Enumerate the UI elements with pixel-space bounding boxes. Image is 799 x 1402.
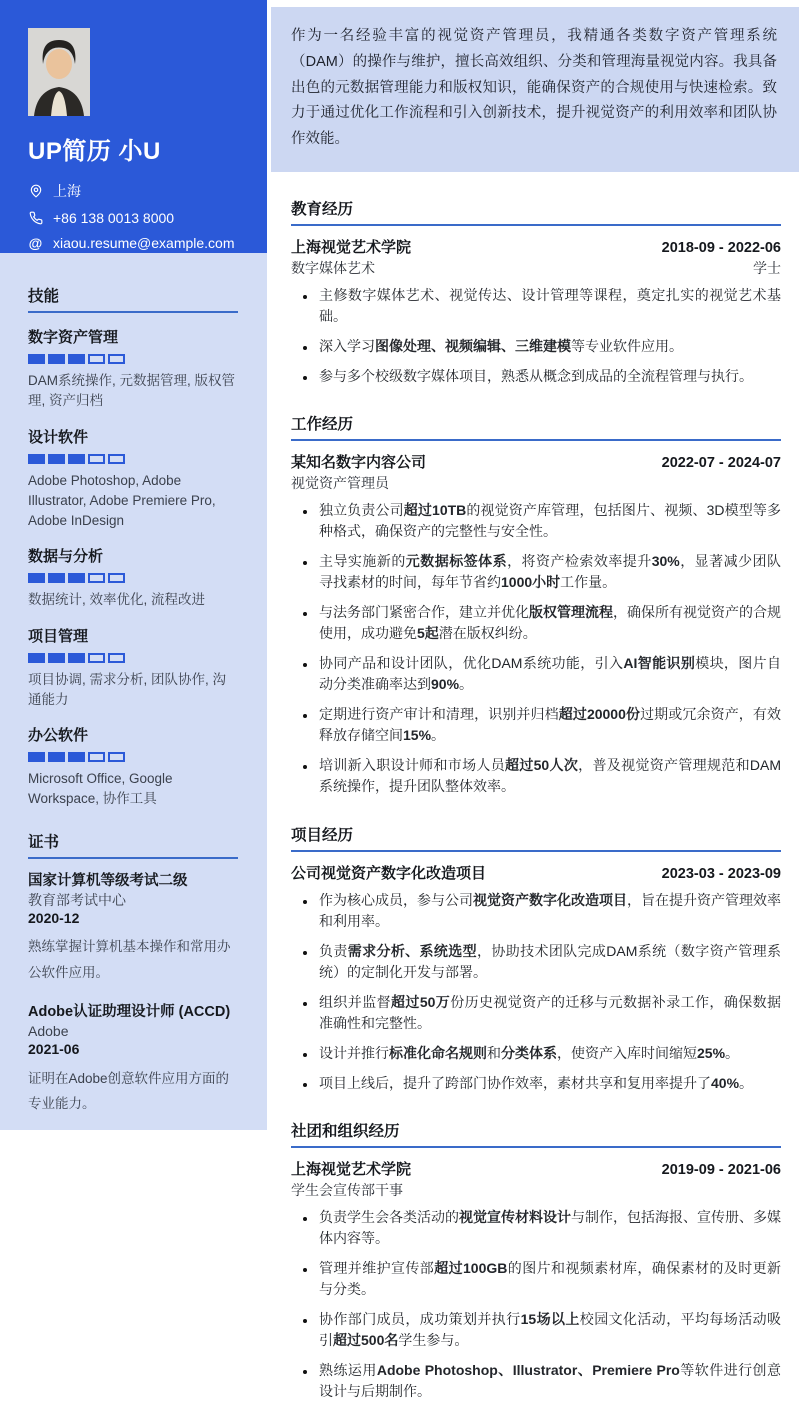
phone-icon: [28, 211, 43, 226]
certificate-item: [28, 1003, 238, 1117]
bullet-point: • 管理并维护宣传部超过100GB的图片和视频素材库，确保素材的及时更新与分类。: [317, 1258, 781, 1301]
bullet-point: • 主导实施新的元数据标签体系，将资产检索效率提升30%，显著减少团队寻找素材的时间，每年节省约1000小时工作量。: [317, 551, 781, 594]
skill-name: 设计软件: [28, 428, 89, 446]
skill-name: 项目管理: [28, 627, 89, 645]
certificate-date: 2020-12: [28, 910, 80, 927]
contact-phone: [28, 210, 241, 226]
skill-keywords: Microsoft Office, Google Workspace, 协作工具: [28, 771, 173, 807]
skill-keywords: DAM系统操作, 元数据管理, 版权管理, 资产归档: [28, 373, 236, 409]
section-entries: [291, 862, 781, 1094]
level-square-empty: [88, 454, 105, 464]
entry-header: [291, 236, 781, 257]
main-sections: [271, 197, 799, 1402]
location-text: 上海: [53, 183, 81, 199]
certs-list: [28, 872, 238, 1117]
level-square-filled: [28, 752, 45, 762]
entry-bullets: [291, 500, 781, 798]
bullet-point: • 与法务部门紧密合作，建立并优化版权管理流程，确保所有视觉资产的合规使用，成功避免5起潜在版权纠纷。: [317, 602, 781, 645]
certificate-description: 熟练掌握计算机基本操作和常用办公软件应用。: [28, 939, 231, 981]
entry-organization: 某知名数字内容公司: [291, 454, 427, 472]
certificate-issuer: Adobe: [28, 1023, 69, 1040]
summary-paragraph: 作为一名经验丰富的视觉资产管理员，我精通各类数字资产管理系统（DAM）的操作与维护，擅长高效组织、分类和管理海量视觉内容。我具备出色的元数据管理能力和版权知识，能确保资产的合规使用与快速检索。致力于通过优化工作流程和引入创新技术，提升视觉资产的利用效率和团队协作效能。: [271, 7, 799, 172]
certificate-issuer: 教育部考试中心: [28, 892, 126, 909]
entry-organization: 上海视觉艺术学院: [291, 1160, 412, 1178]
person-portrait-placeholder: [28, 28, 90, 116]
level-square-empty: [108, 454, 125, 464]
skills-section-title: 技能: [28, 284, 238, 313]
level-square-filled: [28, 653, 45, 663]
skill-level-indicator: [28, 653, 238, 663]
certificate-date: 2021-06: [28, 1041, 80, 1058]
bullet-point: • 负责学生会各类活动的视觉宣传材料设计与制作，包括海报、宣传册、多媒体内容等。: [317, 1207, 781, 1250]
entry-organization: 上海视觉艺术学院: [291, 238, 412, 256]
section-title: 项目经历: [291, 823, 781, 852]
bullet-point: • 定期进行资产审计和清理，识别并归档超过20000份过期或冗余资产，有效释放存储空间15%。: [317, 704, 781, 747]
skill-item: [28, 724, 238, 810]
entry-organization: 公司视觉资产数字化改造项目: [291, 864, 487, 882]
skill-level-indicator: [28, 752, 238, 762]
bullet-point: • 培训新入职设计师和市场人员超过50人次，普及视觉资产管理规范和DAM系统操作，提升团队整体效率。: [317, 755, 781, 798]
bullet-point: • 作为核心成员，参与公司视觉资产数字化改造项目，旨在提升资产管理效率和利用率。: [317, 890, 781, 933]
section-title: 社团和组织经历: [291, 1119, 781, 1148]
skill-item: [28, 545, 238, 610]
section-entries: [291, 1158, 781, 1402]
main-section: [291, 1119, 781, 1402]
bullet-point: • 深入学习图像处理、视频编辑、三维建模等专业软件应用。: [317, 336, 781, 357]
entry-date-range: 2022-07 - 2024-07: [661, 455, 781, 472]
entry-degree: 学士: [753, 259, 781, 276]
experience-entry: [291, 236, 781, 387]
level-square-filled: [68, 354, 85, 364]
level-square-filled: [68, 752, 85, 762]
sidebar-body: [0, 253, 267, 1117]
contact-location: [28, 181, 241, 201]
level-square-empty: [108, 752, 125, 762]
level-square-empty: [88, 653, 105, 663]
skill-level-indicator: [28, 354, 238, 364]
skill-name: 数据与分析: [28, 548, 104, 566]
entry-date-range: 2018-09 - 2022-06: [661, 239, 781, 256]
entry-role: 数字媒体艺术: [291, 259, 375, 276]
section-entries: [291, 236, 781, 387]
level-square-filled: [48, 454, 65, 464]
level-square-empty: [108, 573, 125, 583]
certificate-name: 国家计算机等级考试二级: [28, 872, 188, 889]
section-title: 工作经历: [291, 412, 781, 441]
entry-header: [291, 451, 781, 472]
bullet-point: • 项目上线后，提升了跨部门协作效率，素材共享和复用率提升了40%。: [317, 1073, 781, 1094]
main-section: [291, 197, 781, 387]
certificate-item: [28, 872, 238, 986]
skill-item: [28, 326, 238, 412]
level-square-empty: [108, 354, 125, 364]
entry-date-range: 2023-03 - 2023-09: [661, 865, 781, 882]
main-section: [291, 823, 781, 1094]
main-section: [291, 412, 781, 798]
bullet-point: • 设计并推行标准化命名规则和分类体系，使资产入库时间缩短25%。: [317, 1043, 781, 1064]
entry-bullets: [291, 1207, 781, 1402]
level-square-empty: [88, 354, 105, 364]
level-square-empty: [88, 573, 105, 583]
entry-date-range: 2019-09 - 2021-06: [661, 1161, 781, 1178]
skill-level-indicator: [28, 573, 238, 583]
skill-item: [28, 426, 238, 532]
skill-name: 数字资产管理: [28, 329, 119, 346]
entry-role: 学生会宣传部干事: [291, 1181, 403, 1198]
entry-subheader: [291, 473, 781, 493]
entry-bullets: [291, 285, 781, 387]
bullet-point: • 负责需求分析、系统选型，协助技术团队完成DAM系统（数字资产管理系统）的定制化开发与部署。: [317, 941, 781, 984]
section-entries: [291, 451, 781, 798]
level-square-filled: [48, 752, 65, 762]
entry-header: [291, 1158, 781, 1179]
sidebar: [0, 0, 267, 1130]
entry-subheader: [291, 1180, 781, 1200]
skill-item: [28, 625, 238, 711]
level-square-filled: [48, 653, 65, 663]
experience-entry: [291, 862, 781, 1094]
profile-photo: [28, 28, 90, 116]
bullet-point: • 熟练运用Adobe Photoshop、Illustrator、Premiere Pro等软件进行创意设计与后期制作。: [317, 1360, 781, 1402]
skill-keywords: 数据统计, 效率优化, 流程改进: [28, 592, 206, 608]
level-square-filled: [48, 573, 65, 583]
at-sign-icon: @: [28, 235, 43, 251]
level-square-filled: [68, 573, 85, 583]
entry-subheader: [291, 258, 781, 278]
contact-email: [28, 235, 241, 251]
certificate-name: Adobe认证助理设计师 (ACCD): [28, 1003, 231, 1020]
phone-text: +86 138 0013 8000: [53, 210, 175, 226]
certificate-description: 证明在Adobe创意软件应用方面的专业能力。: [28, 1070, 230, 1112]
level-square-filled: [48, 354, 65, 364]
bullet-point: • 协同产品和设计团队，优化DAM系统功能，引入AI智能识别模块，图片自动分类准确率达到90%。: [317, 653, 781, 696]
level-square-filled: [28, 573, 45, 583]
profile-header: [0, 0, 267, 253]
bullet-point: • 独立负责公司超过10TB的视觉资产库管理，包括图片、视频、3D模型等多种格式，确保资产的完整性与安全性。: [317, 500, 781, 543]
skill-level-indicator: [28, 454, 238, 464]
experience-entry: [291, 1158, 781, 1402]
skill-name: 办公软件: [28, 727, 89, 744]
level-square-filled: [28, 454, 45, 464]
level-square-empty: [108, 653, 125, 663]
email-text: xiaou.resume@example.com: [53, 235, 235, 251]
skill-keywords: 项目协调, 需求分析, 团队协作, 沟通能力: [28, 671, 227, 707]
level-square-filled: [28, 354, 45, 364]
skill-keywords: Adobe Photoshop, Adobe Illustrator, Adobe Premiere Pro, Adobe InDesign: [28, 472, 216, 528]
entry-role: 视觉资产管理员: [291, 475, 389, 492]
bullet-point: • 参与多个校级数字媒体项目，熟悉从概念到成品的全流程管理与执行。: [317, 366, 781, 387]
contact-list: [28, 181, 241, 251]
level-square-filled: [68, 653, 85, 663]
entry-header: [291, 862, 781, 883]
entry-bullets: [291, 890, 781, 1094]
experience-entry: [291, 451, 781, 798]
bullet-point: • 协作部门成员，成功策划并执行15场以上校园文化活动，平均每场活动吸引超过500名学生参与。: [317, 1309, 781, 1352]
certs-section-title: 证书: [28, 830, 238, 859]
skills-list: [28, 326, 238, 810]
section-title: 教育经历: [291, 197, 781, 226]
bullet-point: • 主修数字媒体艺术、视觉传达、设计管理等课程，奠定扎实的视觉艺术基础。: [317, 285, 781, 328]
location-pin-icon: [28, 184, 43, 199]
main-column: [271, 0, 799, 1400]
bullet-point: • 组织并监督超过50万份历史视觉资产的迁移与元数据补录工作，确保数据准确性和完整性。: [317, 992, 781, 1035]
profile-name: UP简历 小U: [28, 138, 161, 165]
level-square-filled: [68, 454, 85, 464]
level-square-empty: [88, 752, 105, 762]
